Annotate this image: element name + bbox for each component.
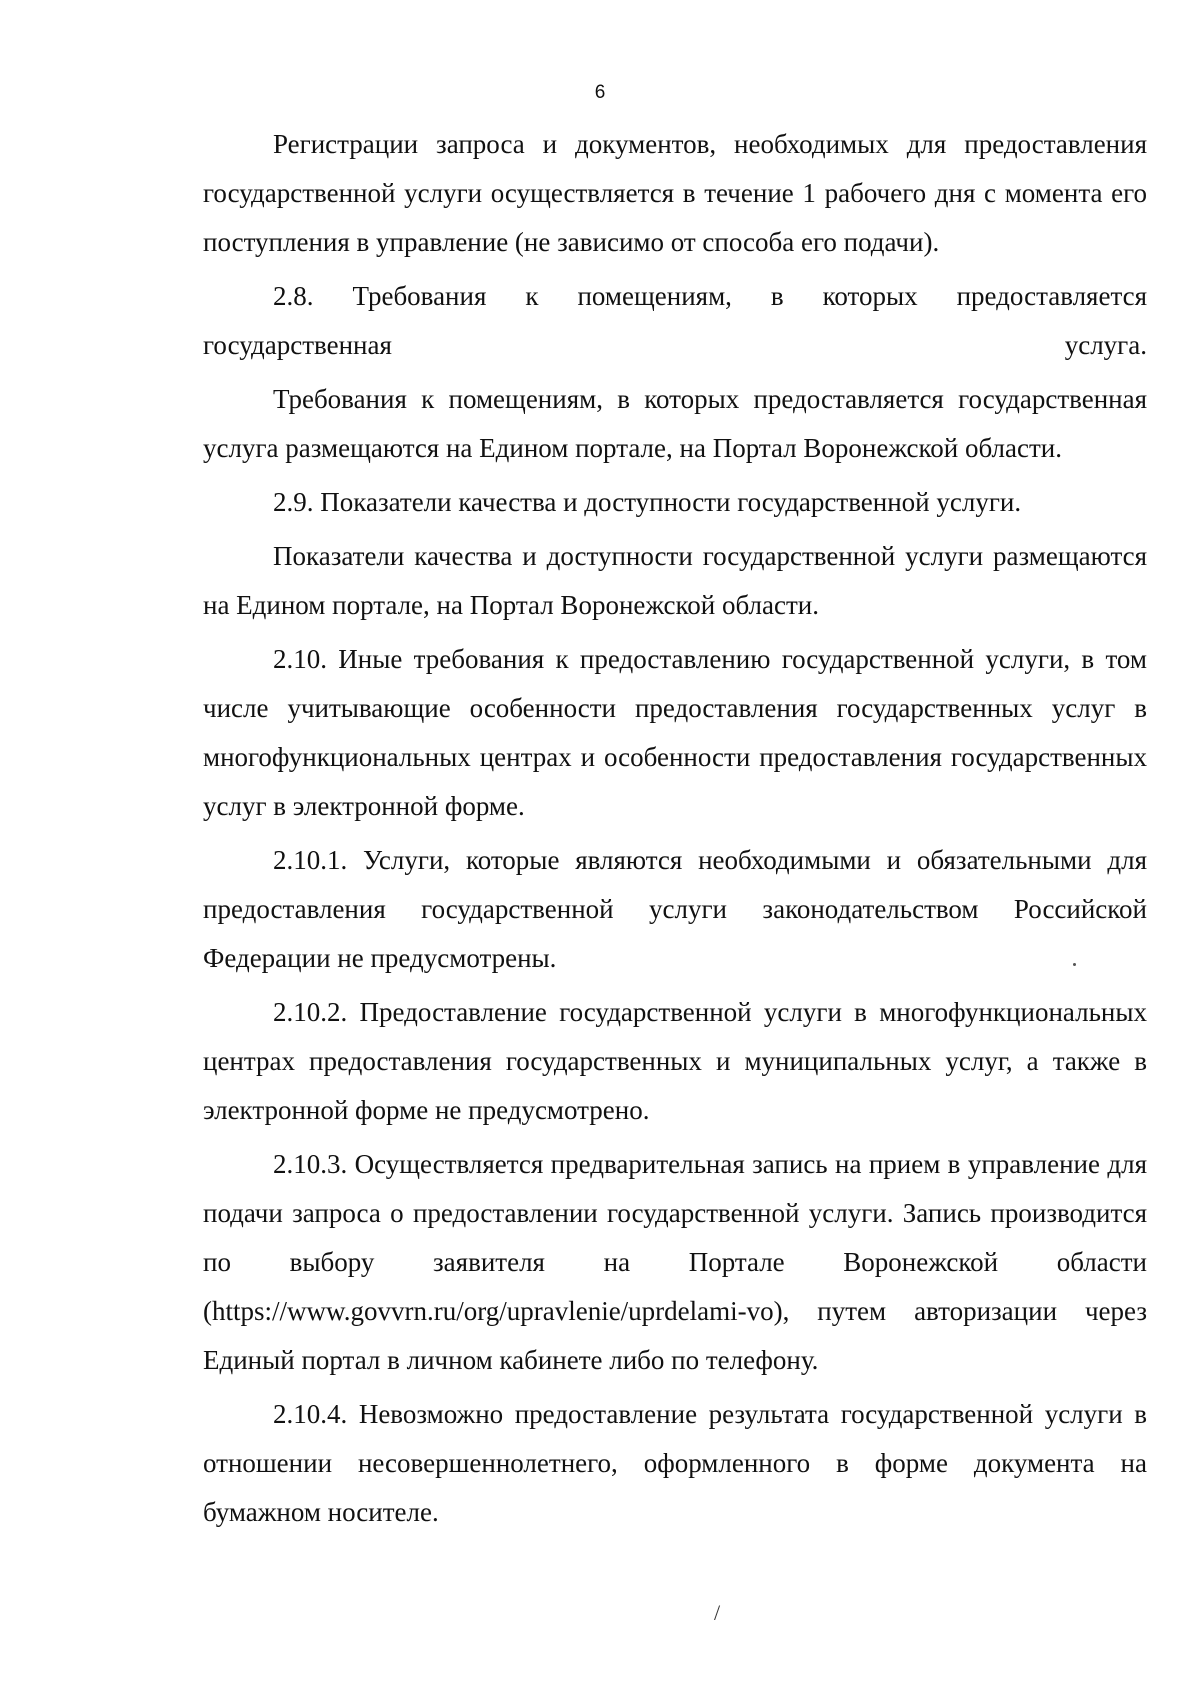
- paragraph-premises-requirements: Требования к помещениям, в которых предоставляется государственная услуга размещаются на Едином портале, на Портал Воронежской области.: [203, 384, 1147, 463]
- page-number: 6: [594, 82, 606, 103]
- paragraph-2-10-4: 2.10.4. Невозможно предоставление результата государственной услуги в отношении несовершеннолетнего, оформленного в форме документа на бумажном носителе.: [203, 1399, 1147, 1527]
- paragraph-quality-indicators: Показатели качества и доступности государственной услуги размещаются на Едином портале, на Портал Воронежской области.: [203, 541, 1147, 620]
- document-body: [203, 120, 1147, 1542]
- paragraph-registration: Регистрации запроса и документов, необходимых для предоставления государственной услуги осуществляется в течение 1 рабочего дня с момента его поступления в управление (не зависимо от способа его подачи).: [203, 129, 1147, 257]
- scan-speck: [1073, 963, 1076, 966]
- heading-2-10: 2.10. Иные требования к предоставлению государственной услуги, в том числе учитывающие особенности предоставления государственных услуг в многофункциональных центрах и особенности предоставления государственных услуг в электронной форме.: [203, 644, 1147, 821]
- scan-mark: /: [714, 1600, 721, 1625]
- paragraph-2-10-1: 2.10.1. Услуги, которые являются необходимыми и обязательными для предоставления государственной услуги законодательством Российской Федерации не предусмотрены.: [203, 845, 1147, 973]
- paragraph-2-10-3: 2.10.3. Осуществляется предварительная запись на прием в управление для подачи запроса о предоставлении государственной услуги. Запись производится по выбору заявителя на Портале Воронежской области (https://www.govvrn.ru/org/upravlenie/uprdelami-vo), путем авторизации через Единый портал в личном кабинете либо по телефону.: [203, 1149, 1147, 1375]
- heading-2-8: 2.8. Требования к помещениям, в которых предоставляется государственная услуга.: [203, 281, 1147, 360]
- heading-2-9: 2.9. Показатели качества и доступности государственной услуги.: [273, 487, 1022, 517]
- paragraph-2-10-2: 2.10.2. Предоставление государственной услуги в многофункциональных центрах предоставления государственных и муниципальных услуг, а также в электронной форме не предусмотрено.: [203, 997, 1147, 1125]
